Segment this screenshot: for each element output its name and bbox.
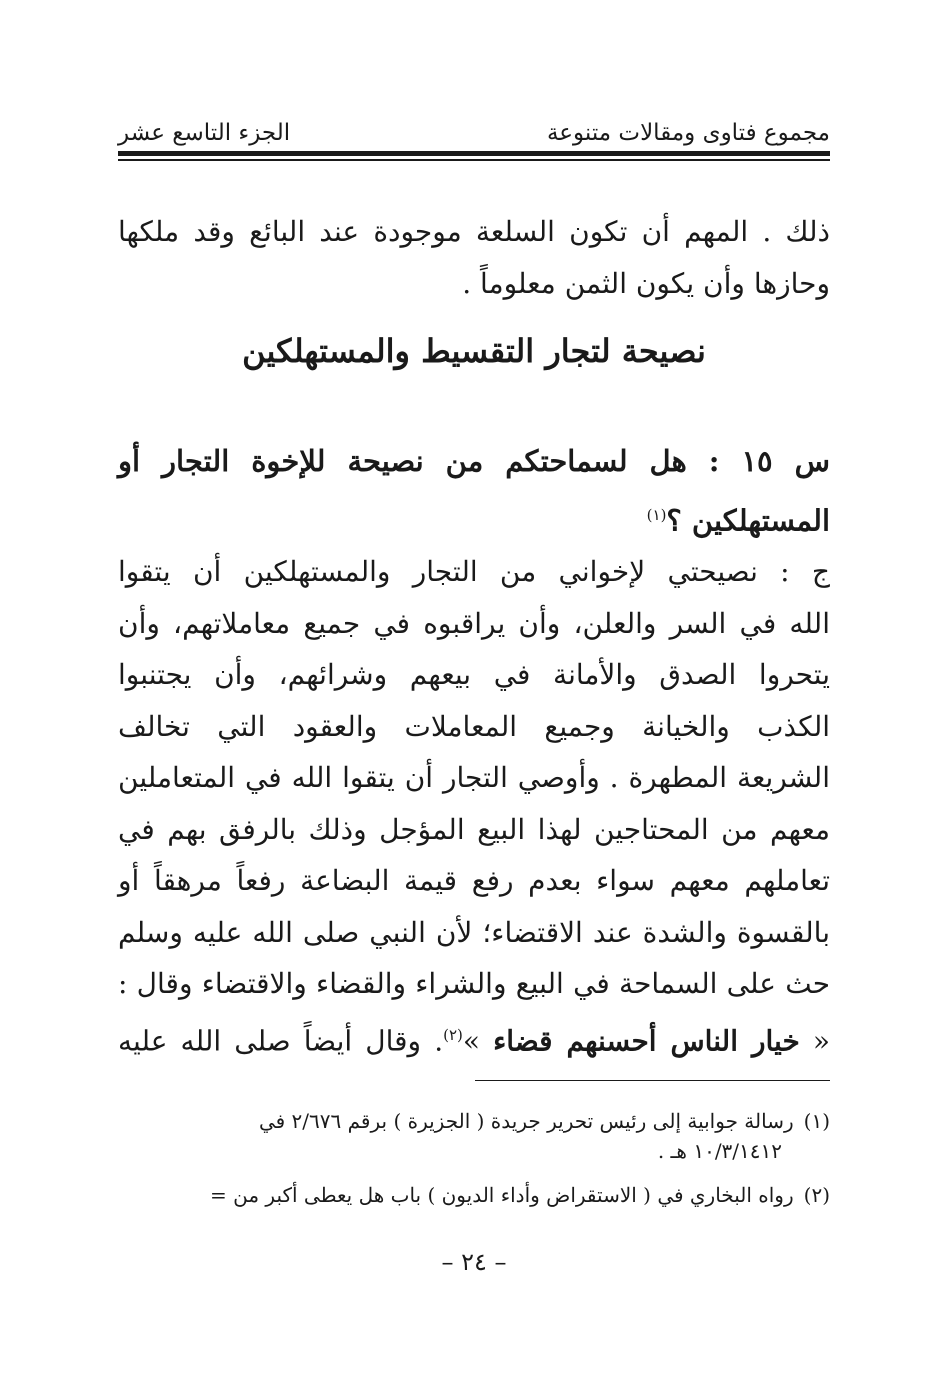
answer-line-rest: . وقال أيضاً صلى الله عليه (118, 1023, 444, 1057)
footnote-continuation: ١٠/٣/١٤١٢ هـ . (657, 1139, 782, 1163)
answer-paragraph (118, 546, 830, 1066)
quote-close: » (462, 1023, 494, 1057)
quote-open: « (799, 1023, 831, 1057)
section-heading: نصيحة لتجار التقسيط والمستهلكين (242, 332, 706, 370)
question-text: المستهلكين ؟ (666, 503, 830, 538)
header-volume-title: الجزء التاسع عشر (118, 120, 291, 146)
page-number: – ٢٤ – (441, 1248, 507, 1276)
footnote-separator (475, 1080, 830, 1081)
answer-line: ج : نصيحتي لإخواني من التجار والمستهلكين أن يتقوا (118, 555, 830, 588)
answer-line: تعاملهم معهم سواء بعدم رفع قيمة البضاعة رفعاً مرهقاً أو (118, 864, 830, 897)
header-book-title: مجموع فتاوى ومقالات متنوعة (546, 120, 830, 146)
answer-line (118, 1010, 830, 1067)
question-paragraph (118, 434, 830, 548)
answer-line: بالقسوة والشدة عند الاقتضاء؛ لأن النبي صلى الله عليه وسلم (118, 915, 830, 949)
footnote-number: (١) (803, 1109, 830, 1133)
footnotes (118, 1106, 830, 1224)
answer-line: حث على السماحة في البيع والشراء والقضاء والاقتضاء وقال : (118, 967, 830, 1000)
answer-line: الشريعة المطهرة . وأوصي التجار أن يتقوا الله في المتعاملين (118, 761, 830, 794)
footnote-2 (118, 1180, 830, 1210)
header-rule-thick (118, 151, 830, 156)
hadith-quote: خيار الناس أحسنهم قضاء (493, 1023, 800, 1057)
footnote-text: رواه البخاري في ( الاستقراض وأداء الديون ) باب هل يعطى أكبر من = (210, 1183, 794, 1207)
answer-line: معهم من المحتاجين لهذا البيع المؤجل وذلك بالرفق بهم في (118, 812, 830, 846)
answer-line: يتحروا الصدق والأمانة في بيعهم وشرائهم، وأن يجتنبوا (118, 658, 830, 691)
footnote-ref-2[interactable]: (٢) (443, 1025, 463, 1044)
footnote-1 (118, 1106, 830, 1166)
question-line (118, 488, 830, 548)
intro-line: ذلك . المهم أن تكون السلعة موجودة عند البائع وقد ملكها (118, 215, 830, 248)
answer-line: الكذب والخيانة وجميع المعاملات والعقود التي تخالف (118, 709, 830, 743)
intro-paragraph (118, 206, 830, 310)
running-header (118, 112, 830, 146)
question-line: س ١٥ : هل لسماحتكم من نصيحة للإخوة التجار أو (118, 444, 831, 478)
footnote-number: (٢) (803, 1183, 830, 1207)
header-rule-thin (118, 159, 830, 161)
footnote-text: رسالة جوابية إلى رئيس تحرير جريدة ( الجزيرة ) برقم ٢/٦٧٦ في (258, 1109, 794, 1133)
footnote-ref-1[interactable]: (١) (646, 506, 667, 524)
answer-line: الله في السر والعلن، وأن يراقبوه في جميع معاملاتهم، وأن (118, 606, 830, 640)
intro-line: وحازها وأن يكون الثمن معلوماً . (462, 267, 830, 300)
